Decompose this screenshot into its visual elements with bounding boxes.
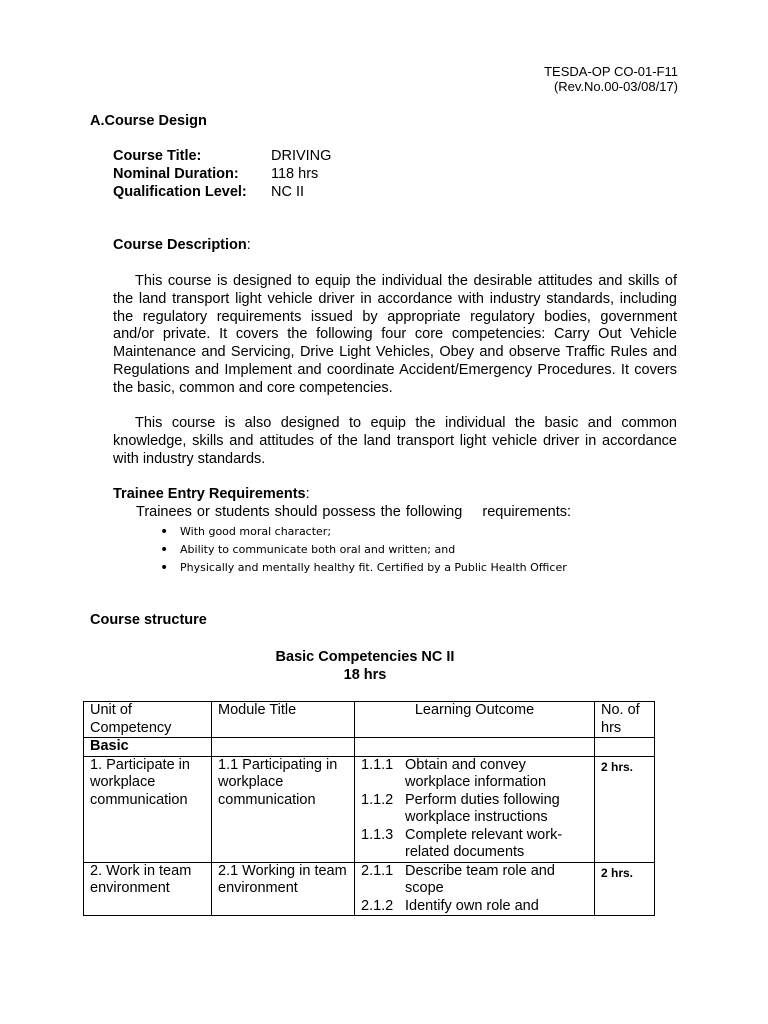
entry-requirements-list xyxy=(160,523,567,577)
table-row xyxy=(84,862,655,916)
list-item: • Physically and mentally healthy fit. Certified by a Public Health Officer xyxy=(160,559,567,577)
qualification-level-value: NC II xyxy=(271,184,305,200)
table-group-row xyxy=(84,738,655,757)
nominal-duration-label: Nominal Duration: xyxy=(113,166,239,182)
hours-cell: 2 hrs. xyxy=(595,862,655,916)
document-header xyxy=(544,64,678,94)
competency-table xyxy=(83,701,655,916)
form-code: TESDA-OP CO-01-F11 xyxy=(544,64,678,79)
qualification-level-row xyxy=(113,183,331,201)
column-header: Unit of Competency xyxy=(84,702,212,738)
learning-outcome: 2.1.1 Describe team role and scope xyxy=(361,862,555,896)
column-header: Module Title xyxy=(212,702,355,738)
hours-cell: 2 hrs. xyxy=(595,756,655,862)
course-title-value: DRIVING xyxy=(271,148,332,164)
qualification-level-label: Qualification Level: xyxy=(113,184,247,200)
module-title: 2.1 Working in team environment xyxy=(212,862,355,916)
course-description-heading: Course Description: xyxy=(113,237,251,253)
course-description-paragraph-1: This course is designed to equip the individual the desirable attitudes and skills of the land transport light vehicle driver in accordance with industry standards, including the regulatory requirements issued by appropriate regulatory bodies, government and/or private. It covers the following four core competencies: Carry Out Vehicle Maintenance and Servicing, Drive Light Vehicles, Obey and observe Traffic Rules and Regulations and Implement and coordinate Accident/Emergency Procedures. It covers the basic, common and core competencies. xyxy=(113,273,677,396)
column-header: Learning Outcome xyxy=(355,702,595,738)
unit-of-competency: 2. Work in team environment xyxy=(84,862,212,916)
list-item: • With good moral character; xyxy=(160,523,567,541)
table-row xyxy=(84,756,655,862)
learning-outcome: 1.1.1 Obtain and convey workplace information xyxy=(361,756,547,790)
nominal-duration-row xyxy=(113,165,331,183)
entry-requirements-intro: Trainees or students should possess the following requirements: xyxy=(136,504,572,520)
course-description-paragraph-2: This course is also designed to equip the individual the basic and common knowledge, skills and attitudes of the land transport light vehicle driver in accordance with industry standards. xyxy=(113,415,677,467)
course-info xyxy=(113,147,331,201)
learning-outcome: 1.1.2 Perform duties following workplace instructions xyxy=(361,791,560,825)
learning-outcomes xyxy=(355,756,595,862)
course-title-label: Course Title: xyxy=(113,148,202,164)
nominal-duration-value: 118 hrs xyxy=(271,166,319,182)
group-label: Basic xyxy=(84,738,212,757)
revision-number: (Rev.No.00-03/08/17) xyxy=(553,79,678,94)
entry-requirements-heading: Trainee Entry Requirements: xyxy=(113,486,310,502)
learning-outcome: 1.1.3 Complete relevant work-related documents xyxy=(361,826,563,860)
list-item: • Ability to communicate both oral and written; and xyxy=(160,541,567,559)
column-header: No. of hrs xyxy=(595,702,655,738)
learning-outcome: 2.1.2 Identify own role and xyxy=(361,897,539,914)
course-structure-heading: Course structure xyxy=(90,612,207,628)
course-title-row xyxy=(113,147,331,165)
table-header-row xyxy=(84,702,655,738)
learning-outcomes xyxy=(355,862,595,916)
module-title: 1.1 Participating in workplace communication xyxy=(212,756,355,862)
basic-competencies-title: Basic Competencies NC II 18 hrs xyxy=(275,649,455,683)
unit-of-competency: 1. Participate in workplace communication xyxy=(84,756,212,862)
section-heading: A.Course Design xyxy=(90,113,207,129)
